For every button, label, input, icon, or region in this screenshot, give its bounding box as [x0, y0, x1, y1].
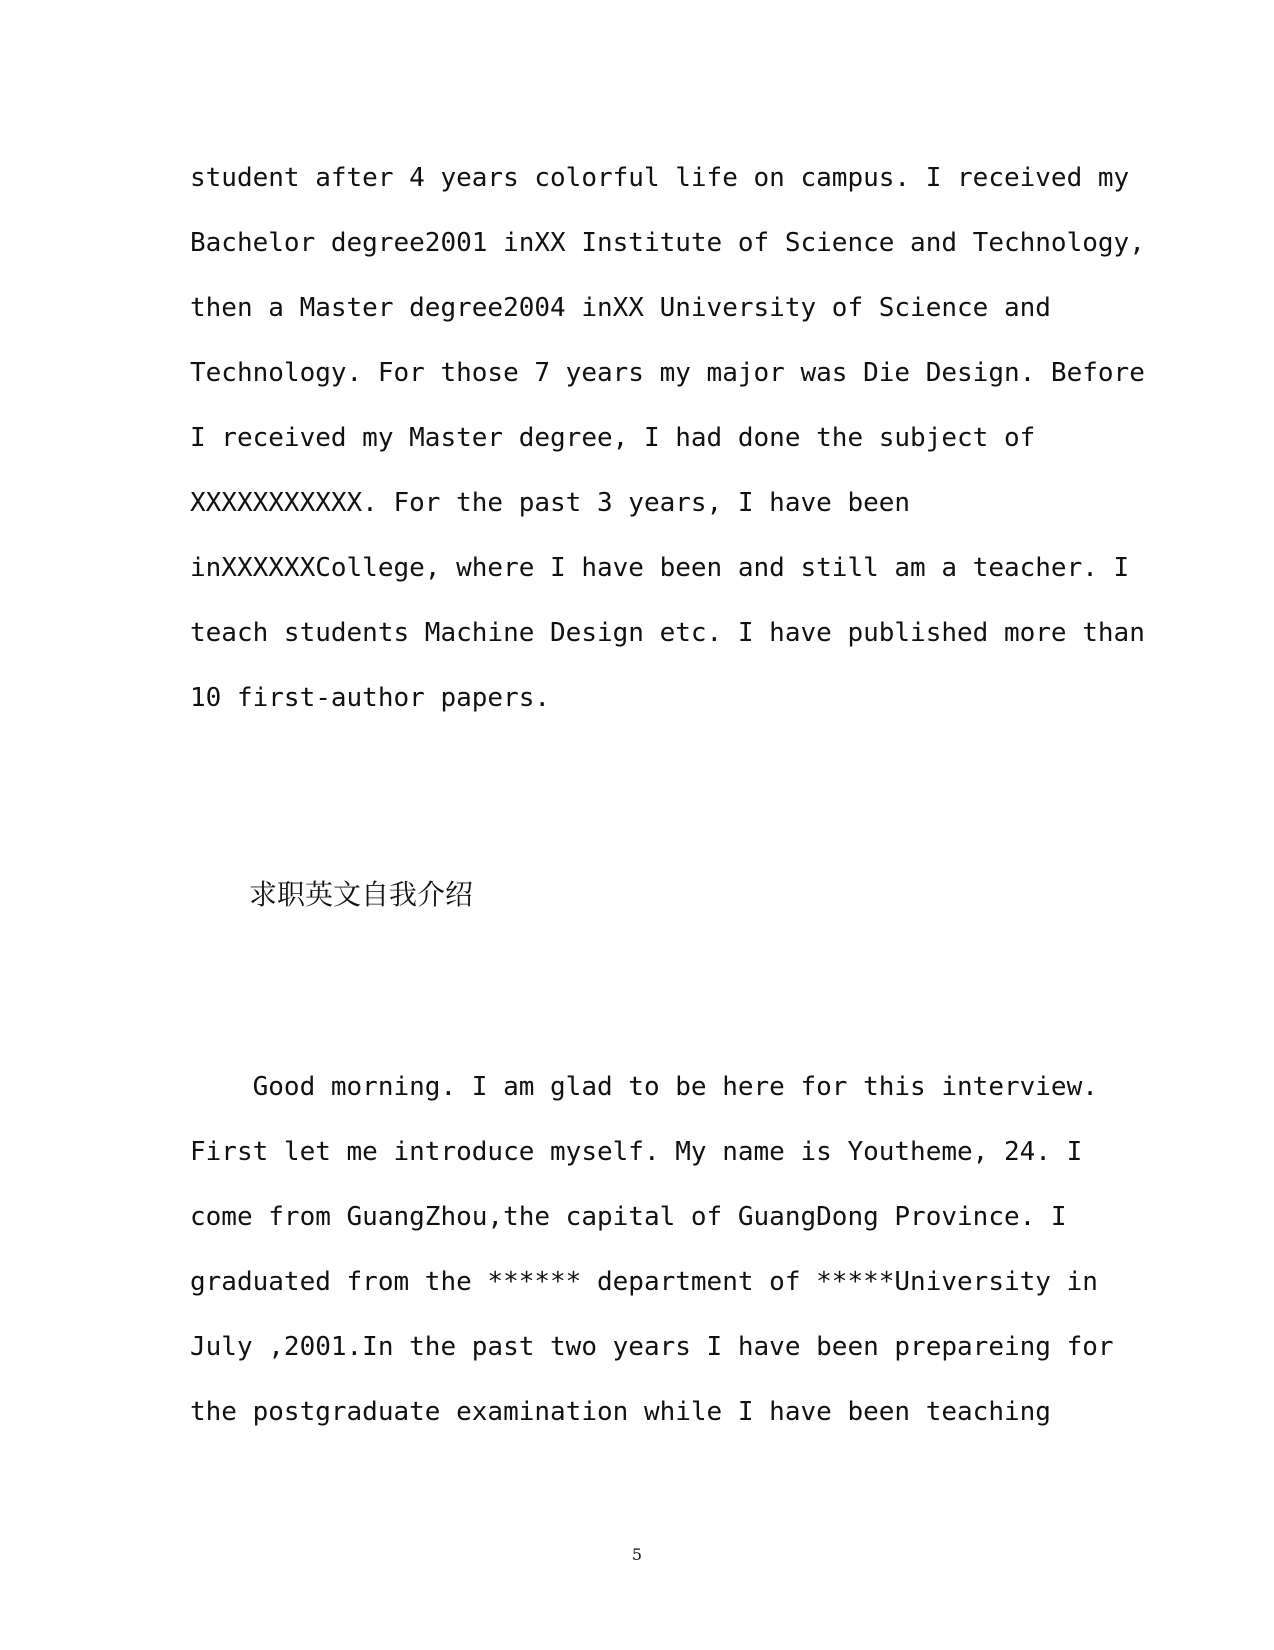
text-line: XXXXXXXXXXX. For the past 3 years, I have been	[190, 488, 911, 518]
text-line: inXXXXXXCollege, where I have been and still am a teacher. I	[190, 553, 1130, 583]
text-line: then a Master degree2004 inXX University of Science and	[190, 293, 1051, 323]
text-line: the postgraduate examination while I have been teaching	[190, 1397, 1051, 1427]
text-line: teach students Machine Design etc. I have published more than	[190, 618, 1145, 648]
text-line: July ,2001.In the past two years I have been prepareing for	[190, 1332, 1114, 1362]
section-heading: 求职英文自我介绍	[249, 878, 474, 911]
text-line: student after 4 years colorful life on campus. I received my	[190, 163, 1130, 193]
page-number: 5	[631, 1545, 643, 1564]
text-line: I received my Master degree, I had done the subject of	[190, 423, 1036, 453]
text-line: Good morning. I am glad to be here for this interview.	[190, 1072, 1098, 1102]
paragraph-education	[190, 160, 1145, 745]
text-line: graduated from the ****** department of *****University in	[190, 1267, 1098, 1297]
text-line: come from GuangZhou,the capital of GuangDong Province. I	[190, 1202, 1067, 1232]
text-line: Technology. For those 7 years my major was Die Design. Before	[190, 358, 1145, 388]
text-line: First let me introduce myself. My name is Youtheme, 24. I	[190, 1137, 1083, 1167]
paragraph-interview	[190, 1069, 1114, 1459]
text-line: 10 first-author papers.	[190, 683, 551, 713]
text-line: Bachelor degree2001 inXX Institute of Science and Technology,	[190, 228, 1145, 258]
